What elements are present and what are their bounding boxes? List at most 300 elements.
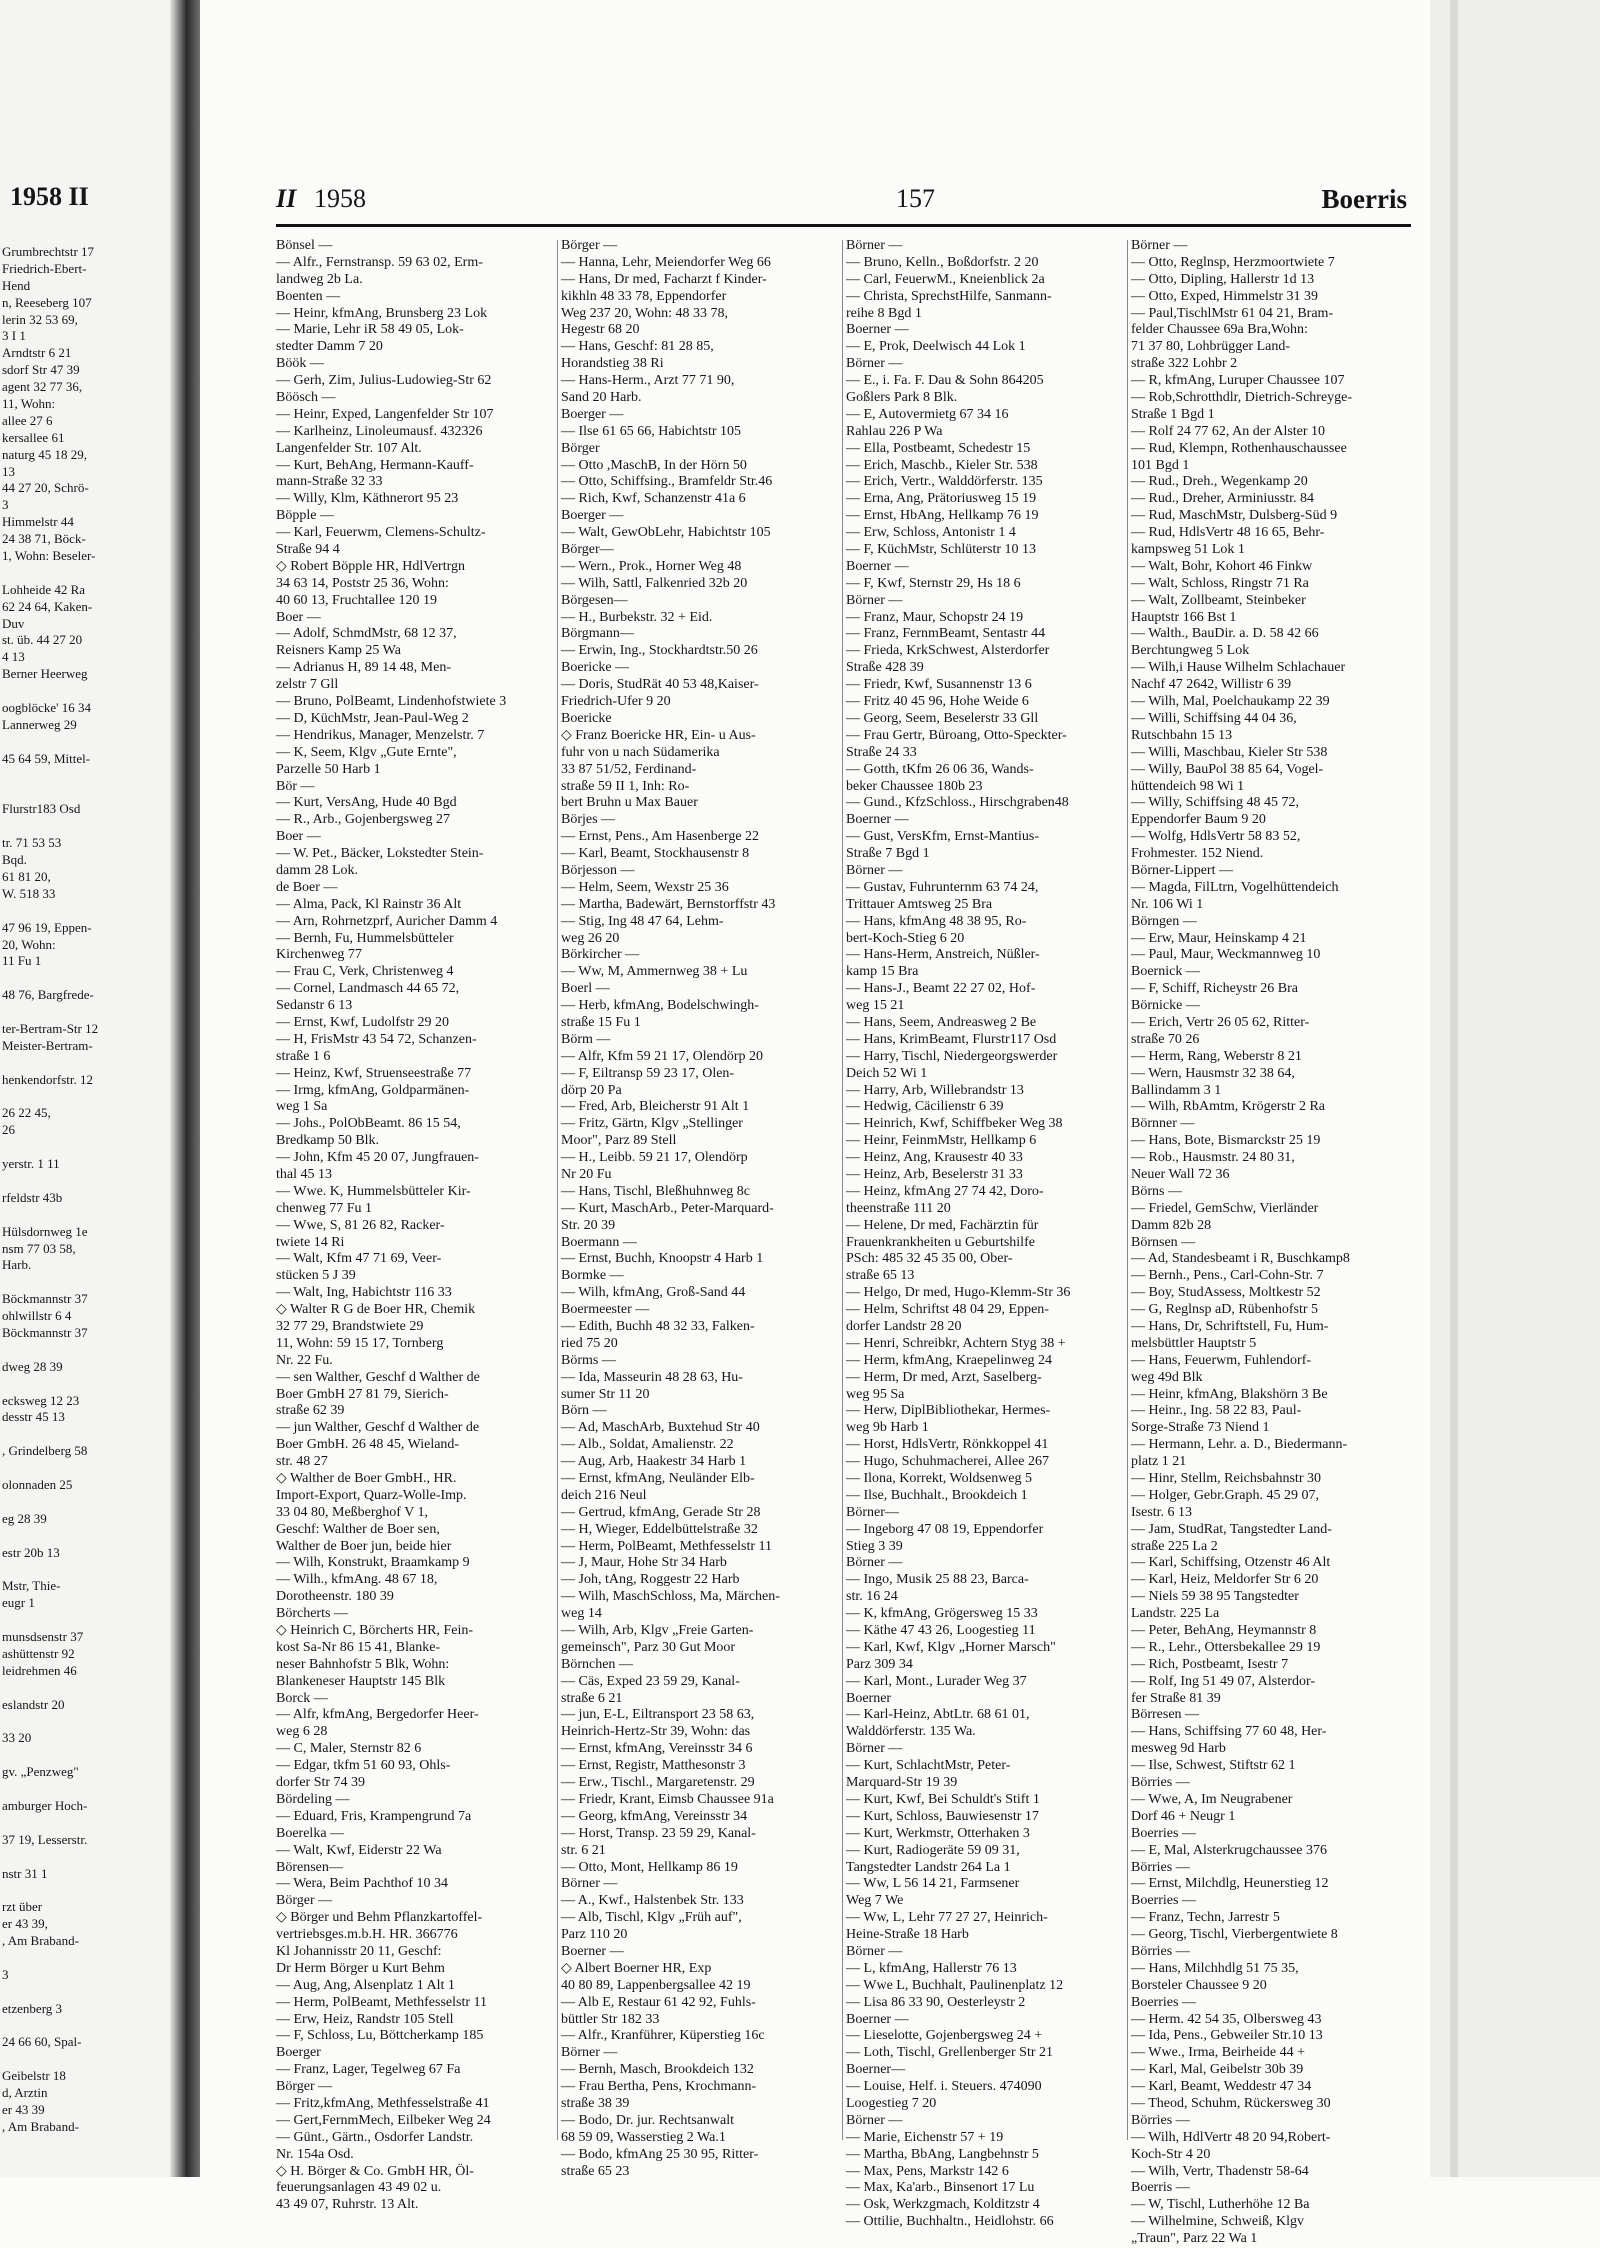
directory-entry-line: — K, kfmAng, Grögersweg 15 33 [846, 1606, 1038, 1622]
directory-entry-line: Bör — [276, 778, 315, 794]
directory-entry-line: Börner — [561, 2045, 618, 2061]
directory-entry-line: — Willy, Schiffsing 48 45 72, [1131, 795, 1299, 811]
directory-columns [276, 238, 1416, 2247]
page-edge [1430, 0, 1600, 2177]
directory-entry-line: — Frieda, KrkSchwest, Alsterdorfer [846, 643, 1050, 659]
left-page-line: Lannerweg 29 [2, 716, 77, 732]
directory-entry-line: chenweg 77 Fu 1 [276, 1200, 373, 1216]
directory-entry-line: — Franz, FernmBeamt, Sentastr 44 [846, 626, 1046, 642]
directory-entry-line: — Hans, Dr, Schriftstell, Fu, Hum- [1131, 1319, 1329, 1334]
directory-entry-line: — Heinz, Ang, Krausestr 40 33 [846, 1150, 1023, 1166]
directory-entry-line: Boerner— [846, 2062, 906, 2078]
directory-entry-line: — J, Maur, Hohe Str 34 Harb [561, 1555, 727, 1571]
directory-entry-line: Parz 309 34 [846, 1656, 913, 1672]
directory-entry-line: — Rolf, Ing 51 49 07, Alsterdor- [1131, 1673, 1316, 1689]
column-4 [1131, 238, 1409, 2247]
directory-entry-line: — Georg, Seem, Beselerstr 33 Gll [846, 710, 1039, 726]
directory-entry-line: — Herm, Rang, Weberstr 8 21 [1131, 1048, 1302, 1064]
directory-entry-line: str. 16 24 [846, 1589, 898, 1605]
directory-entry-line: — Walth., BauDir. a. D. 58 42 66 [1131, 626, 1319, 642]
directory-entry-line: kikhln 48 33 78, Eppendorfer [561, 288, 727, 304]
directory-entry-line: — Otto, Schiffsing., Bramfeldr Str.46 [561, 474, 773, 490]
directory-entry-line: Börries — [1131, 1859, 1190, 1875]
directory-entry-line: weg 15 21 [846, 998, 905, 1014]
directory-entry-line: Börjesson — [561, 862, 635, 878]
directory-entry-line: — Paul,TischlMstr 61 04 21, Bram- [1131, 305, 1334, 321]
directory-entry-line: — Bernh., Pens., Carl-Cohn-Str. 7 [1131, 1268, 1324, 1284]
left-page-line [2, 1342, 177, 1359]
column-divider [557, 240, 558, 2140]
directory-entry-line: — Erich, Vertr 26 05 62, Ritter- [1131, 1014, 1310, 1030]
directory-entry-line: Börner — [846, 356, 903, 372]
directory-entry-line: — Rud, Klempn, Rothenhauschaussee [1131, 440, 1347, 456]
directory-entry-line: — H, FrisMstr 43 54 72, Schanzen- [276, 1031, 477, 1047]
directory-entry-line: — Heinr, kfmAng, Brunsberg 23 Lok [276, 305, 488, 321]
directory-entry-line: — Edgar, tkfm 51 60 93, Ohls- [276, 1758, 451, 1774]
directory-entry-line: — Willy, Klm, Käthnerort 95 23 [276, 491, 459, 507]
directory-entry-line: Börcherts — [276, 1606, 348, 1622]
directory-entry-line: Boerl — [561, 981, 610, 997]
directory-entry-line: 43 49 07, Ruhrstr. 13 Alt. [276, 2197, 419, 2213]
directory-entry-line: Horandstieg 38 Ri [561, 356, 664, 372]
directory-entry-line: — Wera, Beim Pachthof 10 34 [276, 1876, 449, 1892]
directory-entry-line: Deich 52 Wi 1 [846, 1065, 928, 1081]
directory-entry-line: — Hermann, Lehr. a. D., Biedermann- [1131, 1437, 1348, 1453]
directory-entry-line: Börger [561, 440, 600, 456]
left-page-line: , Am Braband- [2, 2118, 79, 2134]
directory-entry-line: Rutschbahn 15 13 [1131, 727, 1233, 743]
directory-entry-line: — Hans, Bote, Bismarckstr 25 19 [1131, 1133, 1321, 1149]
left-page-line: 1, Wohn: Beseler- [2, 548, 96, 564]
left-page-line [2, 768, 177, 785]
directory-entry-line: straße 322 Lohbr 2 [1131, 356, 1238, 372]
directory-entry-line: — Rud., Dreh., Wegenkamp 20 [1131, 474, 1308, 490]
directory-entry-line: Boerger [276, 2045, 321, 2061]
left-page-fragment [0, 0, 182, 2177]
directory-entry-line: Weg 7 We [846, 1893, 904, 1909]
directory-entry-line: ◇ Robert Böpple HR, HdlVertrgn [276, 558, 465, 574]
directory-entry-line: — Holger, Gebr.Graph. 45 29 07, [1131, 1487, 1320, 1503]
directory-entry-line: — John, Kfm 45 20 07, Jungfrauen- [276, 1150, 479, 1166]
left-page-line: etzenberg 3 [2, 2000, 63, 2016]
directory-entry-line: Nr 20 Fu [561, 1166, 612, 1182]
directory-entry-line: — Ilona, Korrekt, Woldsenweg 5 [846, 1471, 1033, 1487]
directory-entry-line: Börger — [276, 2079, 333, 2095]
directory-entry-line: — Kurt, BehAng, Hermann-Kauff- [276, 457, 474, 473]
left-page-line: eslandstr 20 [2, 1696, 65, 1712]
directory-entry-line: — R, kfmAng, Luruper Chaussee 107 [1131, 373, 1345, 389]
directory-entry-line: Boer — [276, 829, 321, 845]
directory-entry-line: — Frau C, Verk, Christenweg 4 [276, 964, 454, 980]
left-page-line: Duv [2, 615, 25, 631]
directory-entry-line: ◇ Börger und Behm Pflanzkartoffel- [276, 1910, 483, 1926]
directory-entry-line: Sedanstr 6 13 [276, 998, 353, 1014]
directory-entry-line: — Hans-J., Beamt 22 27 02, Hof- [846, 981, 1036, 997]
directory-entry-line: — Christa, SprechstHilfe, Sanmann- [846, 288, 1052, 304]
directory-entry-line: Boerner [846, 1690, 892, 1706]
directory-entry-line: felder Chaussee 69a Bra,Wohn: [1131, 322, 1308, 338]
directory-entry-line: mann-Straße 32 33 [276, 474, 383, 490]
directory-entry-line: — Ww, M, Ammernweg 38 + Lu [561, 964, 748, 980]
left-page-line [2, 1747, 177, 1764]
directory-entry-line: straße 1 6 [276, 1048, 331, 1064]
directory-entry-line: — C, Maler, Sternstr 82 6 [276, 1741, 422, 1757]
directory-entry-line: — Marie, Eichenstr 57 + 19 [846, 2129, 1004, 2145]
left-page-line: Meister-Bertram- [2, 1037, 93, 1053]
left-page-line: Hülsdornweg 1e [2, 1223, 88, 1239]
directory-entry-line: — Hans, Milchhdlg 51 75 35, [1131, 1960, 1299, 1976]
directory-entry-line: — Cäs, Exped 23 59 29, Kanal- [561, 1673, 740, 1689]
directory-entry-line: — Hugo, Schuhmacherei, Allee 267 [846, 1454, 1049, 1470]
directory-entry-line: — Franz, Techn, Jarrestr 5 [1131, 1910, 1280, 1926]
directory-entry-line: — Wilh., kfmAng. 48 67 18, [276, 1572, 438, 1588]
left-page-lines [2, 244, 177, 2136]
directory-entry-line: — Ad, MaschArb, Buxtehud Str 40 [561, 1420, 760, 1436]
left-page-line: 26 22 45, [2, 1105, 51, 1121]
directory-entry-line: Börner — [846, 862, 903, 878]
directory-entry-line: — Jam, StudRat, Tangstedter Land- [1131, 1521, 1332, 1537]
directory-entry-line: straße 62 39 [276, 1403, 345, 1419]
directory-entry-line: Börner — [561, 1876, 618, 1892]
directory-entry-line: Boerger — [561, 508, 624, 524]
directory-entry-line: — F, KüchMstr, Schlüterstr 10 13 [846, 542, 1037, 558]
left-page-line: 24 66 60, Spal- [2, 2034, 82, 2050]
left-page-line: naturg 45 18 29, [2, 446, 87, 462]
directory-entry-line: — Martha, Badewärt, Bernstorffstr 43 [561, 896, 776, 912]
directory-entry-line: — Friedel, GemSchw, Vierländer [1131, 1200, 1319, 1216]
directory-entry-line: — Hans, KrimBeamt, Flurstr117 Osd [846, 1031, 1057, 1047]
directory-entry-line: Eppendorfer Baum 9 20 [1131, 812, 1266, 828]
left-page-line [2, 1004, 177, 1021]
directory-entry-line: fuhr von u nach Südamerika [561, 744, 720, 760]
directory-entry-line: — Ernst, kfmAng, Neuländer Elb- [561, 1471, 755, 1487]
directory-entry-line: Boerries — [1131, 1994, 1196, 2010]
directory-entry-line: — Franz, Lager, Tegelweg 67 Fa [276, 2062, 461, 2078]
directory-entry-line: — Ilse 61 65 66, Habichtstr 105 [561, 423, 742, 439]
directory-entry-line: Boerries — [1131, 1893, 1196, 1909]
directory-entry-line: — Aug, Ang, Alsenplatz 1 Alt 1 [276, 1977, 455, 1993]
directory-entry-line: — Max, Pens, Markstr 142 6 [846, 2163, 1009, 2179]
directory-entry-line: — Ernst, Registr, Matthesonstr 3 [561, 1758, 746, 1774]
directory-entry-line: — F, Kwf, Sternstr 29, Hs 18 6 [846, 575, 1021, 591]
directory-entry-line: — Hans, Feuerwm, Fuhlendorf- [1131, 1352, 1312, 1368]
directory-entry-line: Böösch — [276, 390, 336, 406]
directory-entry-line: — Louise, Helf. i. Steuers. 474090 [846, 2079, 1042, 2095]
directory-entry-line: — Hans, kfmAng 48 38 95, Ro- [846, 913, 1027, 929]
directory-entry-line: — Käthe 47 43 26, Loogestieg 11 [846, 1623, 1036, 1639]
directory-entry-line: — Hans, Seem, Andreasweg 2 Be [846, 1014, 1037, 1030]
left-page-line [2, 1815, 177, 1832]
directory-entry-line: — Horst, HdlsVertr, Rönkkoppel 41 [846, 1437, 1049, 1453]
directory-entry-line: weg 9b Harb 1 [846, 1420, 929, 1436]
left-page-line: tr. 71 53 53 [2, 835, 62, 851]
directory-entry-line: — Rich, Postbeamt, Isestr 7 [1131, 1656, 1289, 1672]
directory-entry-line: Boerner — [561, 1943, 624, 1959]
left-page-line [2, 1055, 177, 1072]
directory-entry-line: — R., Lehr., Ottersbekallee 29 19 [1131, 1639, 1321, 1655]
directory-entry-line: Hauptstr 166 Bst 1 [1131, 609, 1237, 625]
directory-entry-line: Börries — [1131, 1943, 1190, 1959]
running-head: Boerris [1321, 184, 1407, 214]
directory-entry-line: — Ernst, Buchh, Knoopstr 4 Harb 1 [561, 1251, 764, 1267]
directory-entry-line: — Hans, Geschf: 81 28 85, [561, 339, 714, 355]
directory-entry-line: — Heinr, Exped, Langenfelder Str 107 [276, 406, 494, 422]
directory-entry-line: — Wwe, A, Im Neugrabener [1131, 1791, 1293, 1807]
directory-entry-line: — Alfr, Kfm 59 21 17, Olendörp 20 [561, 1048, 764, 1064]
left-page-header: 1958 II [10, 182, 89, 211]
left-page-line: sdorf Str 47 39 [2, 362, 80, 378]
directory-entry-line: — Marie, Lehr iR 58 49 05, Lok- [276, 322, 464, 338]
directory-entry-line: — Adolf, SchmdMstr, 68 12 37, [276, 626, 457, 642]
directory-entry-line: Börner — [846, 238, 903, 253]
directory-entry-line: Straße 7 Bgd 1 [846, 846, 930, 862]
directory-entry-line: Boermeester — [561, 1302, 650, 1318]
directory-entry-line: Börner-Lippert — [1131, 862, 1233, 878]
directory-entry-line: weg 26 20 [561, 930, 620, 946]
directory-entry-line: — Rud., Dreher, Arminiusstr. 84 [1131, 491, 1314, 507]
directory-entry-line: — Otto, Mont, Hellkamp 86 19 [561, 1859, 738, 1875]
directory-entry-line: — Walt, GewObLehr, Habichtstr 105 [561, 525, 771, 541]
directory-entry-line: — Ingeborg 47 08 19, Eppendorfer [846, 1521, 1044, 1537]
directory-entry-line: — Lisa 86 33 90, Oesterleystr 2 [846, 1994, 1026, 2010]
directory-entry-line: — Gund., KfzSchloss., Hirschgraben48 [846, 795, 1069, 811]
directory-entry-line: — Hans, Tischl, Bleßhuhnweg 8c [561, 1183, 750, 1199]
left-page-line: ecksweg 12 23 [2, 1392, 80, 1408]
directory-entry-line: — R., Arb., Gojenbergsweg 27 [276, 812, 450, 828]
directory-entry-line: Nr. 106 Wi 1 [1131, 896, 1204, 912]
left-page-line: 11, Wohn: [2, 396, 56, 412]
directory-entry-line: straße 6 21 [561, 1690, 623, 1706]
left-page-line: Lohheide 42 Ra [2, 581, 86, 597]
directory-entry-line: — Herm, PolBeamt, Methfesselstr 11 [276, 1994, 488, 2010]
directory-entry-line: — Willy, BauPol 38 85 64, Vogel- [1131, 761, 1324, 777]
directory-entry-line: — Fritz,kfmAng, Methfesselstraße 41 [276, 2095, 490, 2111]
directory-entry-line: — Otto, Reglnsp, Herzmoortwiete 7 [1131, 254, 1335, 270]
left-page-line: kersallee 61 [2, 429, 65, 445]
left-page-line: , Am Braband- [2, 1933, 79, 1949]
directory-entry-line: Bördeling — [276, 1791, 350, 1807]
directory-entry-line: — Hans, Schiffsing 77 60 48, Her- [1131, 1724, 1327, 1740]
directory-entry-line: — Boy, StudAssess, Moltkestr 52 [1131, 1285, 1321, 1301]
directory-entry-line: stücken 5 J 39 [276, 1268, 356, 1284]
column-divider [842, 240, 843, 2140]
directory-entry-line: Reisners Kamp 25 Wa [276, 643, 401, 659]
directory-entry-line: Str. 20 39 [561, 1217, 616, 1233]
left-page-line: munsdsenstr 37 [2, 1629, 84, 1645]
directory-entry-line: — L, kfmAng, Hallerstr 76 13 [846, 1960, 1017, 1976]
directory-entry-line: — H., Burbekstr. 32 + Eid. [561, 609, 713, 625]
left-page-line [2, 785, 177, 802]
left-page-line: ter-Bertram-Str 12 [2, 1020, 99, 1036]
left-page-line: Böckmannstr 37 [2, 1325, 88, 1340]
directory-entry-line: Börn — [561, 1403, 607, 1419]
directory-entry-line: — Wilh, Mal, Poelchaukamp 22 39 [1131, 694, 1330, 710]
volume-number: II [276, 184, 297, 213]
left-page-line [2, 1426, 177, 1443]
left-page-line: Arndtstr 6 21 [2, 345, 72, 361]
directory-entry-line: Bönsel — [276, 238, 333, 253]
directory-entry-line: straße 65 13 [846, 1268, 915, 1284]
directory-entry-line: Nr. 154a Osd. [276, 2146, 354, 2162]
directory-entry-line: — Fritz 40 45 96, Hohe Weide 6 [846, 694, 1029, 710]
directory-entry-line: straße 15 Fu 1 [561, 1014, 641, 1030]
directory-entry-line: Blankeneser Hauptstr 145 Blk [276, 1673, 446, 1689]
directory-entry-line: — Wilh,i Hause Wilhelm Schlachauer [1131, 660, 1346, 676]
directory-page [196, 120, 1430, 2247]
directory-entry-line: bert-Koch-Stieg 6 20 [846, 930, 965, 946]
directory-entry-line: Isestr. 6 13 [1131, 1504, 1193, 1520]
left-page-line: 48 76, Bargfrede- [2, 987, 94, 1003]
directory-entry-line: — Heinz, Kwf, Struenseestraße 77 [276, 1065, 472, 1081]
directory-entry-line: Walther de Boer jun, beide hier [276, 1538, 452, 1554]
directory-entry-line: Börms — [561, 1352, 616, 1368]
directory-entry-line: theenstraße 111 20 [846, 1200, 951, 1216]
directory-entry-line: Sand 20 Harb. [561, 390, 642, 406]
directory-entry-line: 71 37 80, Lohbrügger Land- [1131, 339, 1291, 355]
directory-entry-line: Nr. 22 Fu. [276, 1352, 333, 1368]
directory-entry-line: — Rud, MaschMstr, Dulsberg-Süd 9 [1131, 508, 1338, 524]
directory-entry-line: — E, Prok, Deelwisch 44 Lok 1 [846, 339, 1026, 355]
directory-entry-line: — Alfr., Kranführer, Küperstieg 16c [561, 2028, 765, 2044]
directory-entry-line: ◇ H. Börger & Co. GmbH HR, Öl- [276, 2163, 474, 2179]
directory-entry-line: Böpple — [276, 508, 334, 524]
left-page-line: estr 20b 13 [2, 1544, 60, 1560]
left-page-line: 3 [2, 497, 9, 513]
directory-entry-line: — Herm, PolBeamt, Methfesselstr 11 [561, 1538, 773, 1554]
directory-entry-line: Börner — [846, 1555, 903, 1571]
page-number: 157 [896, 184, 935, 213]
directory-entry-line: — Wwe L, Buchhalt, Paulinenplatz 12 [846, 1977, 1064, 1993]
directory-entry-line: — Gustav, Fuhrunternm 63 74 24, [846, 879, 1039, 895]
directory-entry-line: — sen Walther, Geschf d Walther de [276, 1369, 480, 1385]
directory-entry-line: — Heinr, FeinmMstr, Hellkamp 6 [846, 1133, 1037, 1149]
left-page-line: Himmelstr 44 [2, 514, 74, 530]
left-page-line: Böckmannstr 37 [2, 1291, 88, 1307]
directory-entry-line: — Ernst, Milchdlg, Heunerstieg 12 [1131, 1876, 1329, 1892]
directory-entry-line: — Karl, Kwf, Klgv „Horner Marsch" [846, 1639, 1056, 1655]
directory-entry-line: weg 95 Sa [846, 1386, 905, 1402]
left-page-line [2, 903, 177, 920]
directory-entry-line: — Wilh, Arb, Klgv „Freie Garten- [561, 1623, 754, 1639]
left-page-line [2, 1089, 177, 1106]
directory-entry-line: Friedrich-Ufer 9 20 [561, 694, 671, 710]
directory-entry-line: Boerner — [846, 812, 909, 828]
directory-entry-line: Straße 94 4 [276, 542, 340, 558]
left-page-line [2, 1528, 177, 1545]
directory-entry-line: — Bernh, Masch, Brookdeich 132 [561, 2062, 754, 2078]
directory-entry-line: Geschf: Walther de Boer sen, [276, 1521, 440, 1537]
directory-entry-line: Neuer Wall 72 36 [1131, 1166, 1230, 1182]
directory-entry-line: — Herb, kfmAng, Bodelschwingh- [561, 998, 759, 1014]
left-page-line [2, 1849, 177, 1866]
directory-entry-line: — Henri, Schreibkr, Achtern Styg 38 + [846, 1335, 1066, 1351]
directory-entry-line: — Wilh, MaschSchloss, Ma, Märchen- [561, 1589, 780, 1605]
left-page-line: 62 24 64, Kaken- [2, 598, 93, 614]
directory-entry-line: — Wilh, Konstrukt, Braamkamp 9 [276, 1555, 470, 1571]
directory-entry-line: Börner — [846, 2112, 903, 2128]
directory-entry-line: — Ad, Standesbeamt i R, Buschkamp8 [1131, 1251, 1350, 1267]
directory-entry-line: — Carl, FeuerwM., Kneienblick 2a [846, 271, 1045, 287]
directory-entry-line: straße 225 La 2 [1131, 1538, 1218, 1554]
directory-entry-line: straße 70 26 [1131, 1031, 1200, 1047]
left-page-line [2, 683, 177, 700]
directory-entry-line: — Heinz, kfmAng 27 74 42, Doro- [846, 1183, 1044, 1199]
directory-entry-line: — Wilh, Vertr, Thadenstr 58-64 [1131, 2163, 1309, 2179]
directory-entry-line: — F, Schloss, Lu, Böttcherkamp 185 [276, 2028, 484, 2044]
directory-entry-line: weg 1 Sa [276, 1099, 328, 1115]
directory-entry-line: — Fred, Arb, Bleicherstr 91 Alt 1 [561, 1099, 750, 1115]
left-page-line: olonnaden 25 [2, 1477, 73, 1493]
directory-entry-line: — Stig, Ing 48 47 64, Lehm- [561, 913, 724, 929]
directory-entry-line: Rahlau 226 P Wa [846, 423, 943, 439]
directory-entry-line: gemeinsch", Parz 30 Gut Moor [561, 1639, 736, 1655]
directory-entry-line: — Erw, Maur, Heinskamp 4 21 [1131, 930, 1307, 946]
directory-entry-line: — Karl, Schiffsing, Otzenstr 46 Alt [1131, 1555, 1331, 1571]
directory-entry-line: platz 1 21 [1131, 1454, 1187, 1470]
directory-entry-line: — Gerh, Zim, Julius-Ludowieg-Str 62 [276, 373, 492, 389]
directory-entry-line: — Hans, Dr med, Facharzt f Kinder- [561, 271, 767, 287]
directory-entry-line: — Alb E, Restaur 61 42 92, Fuhls- [561, 1994, 756, 2010]
left-page-line: gv. „Penzweg" [2, 1764, 79, 1780]
directory-entry-line: Nachf 47 2642, Willistr 6 39 [1131, 677, 1292, 693]
directory-entry-line: — Peter, BehAng, Heymannstr 8 [1131, 1623, 1317, 1639]
directory-entry-line: Börner — [846, 1741, 903, 1757]
directory-entry-line: Boerner — [846, 2011, 909, 2027]
directory-entry-line: büttler Str 182 33 [561, 2011, 660, 2027]
left-page-line: Friedrich-Ebert- [2, 260, 87, 276]
directory-entry-line: — Wwe. K, Hummelsbütteler Kir- [276, 1183, 471, 1199]
directory-entry-line: weg 6 28 [276, 1724, 328, 1740]
left-page-line [2, 1494, 177, 1511]
left-page-line: Harb. [2, 1257, 32, 1273]
directory-entry-line: — Erna, Ang, Prätoriusweg 15 19 [846, 491, 1037, 507]
left-page-line [2, 1561, 177, 1578]
directory-entry-line: Dorf 46 + Neugr 1 [1131, 1808, 1236, 1824]
left-page-line [2, 1207, 177, 1224]
directory-entry-line: — Otto, Dipling, Hallerstr 1d 13 [1131, 271, 1315, 287]
directory-entry-line: — Harry, Arb, Willebrandstr 13 [846, 1082, 1024, 1098]
directory-entry-line: — Alfr., Fernstransp. 59 63 02, Erm- [276, 254, 483, 270]
directory-entry-line: Börnchen — [561, 1656, 633, 1672]
directory-entry-line: — Günt., Gärtn., Osdorfer Landstr. [276, 2129, 474, 2145]
directory-entry-line: — Willi, Schiffsing 44 04 36, [1131, 710, 1297, 726]
directory-entry-line: — Georg, Tischl, Vierbergentwiete 8 [1131, 1927, 1338, 1943]
directory-entry-line: — Otto, Exped, Himmelstr 31 39 [1131, 288, 1319, 304]
directory-entry-line: — Eduard, Fris, Krampengrund 7a [276, 1808, 472, 1824]
directory-entry-line: — Alb., Soldat, Amalienstr. 22 [561, 1437, 734, 1453]
left-page-line: ohlwillstr 6 4 [2, 1308, 72, 1324]
directory-entry-line: Straße 24 33 [846, 744, 917, 760]
directory-entry-line: Parz 110 20 [561, 1927, 628, 1943]
left-page-line [2, 1680, 177, 1697]
directory-entry-line: Borsteler Chaussee 9 20 [1131, 1977, 1267, 1993]
directory-entry-line: Börns — [1131, 1183, 1182, 1199]
directory-entry-line: — Harry, Tischl, Niedergeorgswerder [846, 1048, 1058, 1064]
directory-entry-line: — Kurt, VersAng, Hude 40 Bgd [276, 795, 457, 811]
directory-entry-line: „Traun", Parz 22 Wa 1 [1131, 2231, 1258, 2247]
directory-entry-line: — Heinr, kfmAng, Blakshörn 3 Be [1131, 1386, 1328, 1402]
directory-entry-line: beker Chaussee 180b 23 [846, 778, 983, 794]
directory-entry-line: — Ww, L, Lehr 77 27 27, Heinrich- [846, 1910, 1048, 1926]
left-page-line: er 43 39 [2, 2101, 45, 2117]
directory-entry-line: — Georg, kfmAng, Vereinsstr 34 [561, 1808, 748, 1824]
directory-entry-line: Boernick — [1131, 964, 1200, 980]
directory-entry-line: twiete 14 Ri [276, 1234, 345, 1250]
directory-entry-line: — Ernst, Kwf, Ludolfstr 29 20 [276, 1014, 450, 1030]
directory-entry-line: — Hans-Herm., Arzt 77 71 90, [561, 373, 735, 389]
directory-entry-line: — Heinrich, Kwf, Schiffbeker Weg 38 [846, 1116, 1063, 1132]
directory-entry-line: — H., Leibb. 59 21 17, Olendörp [561, 1150, 748, 1166]
